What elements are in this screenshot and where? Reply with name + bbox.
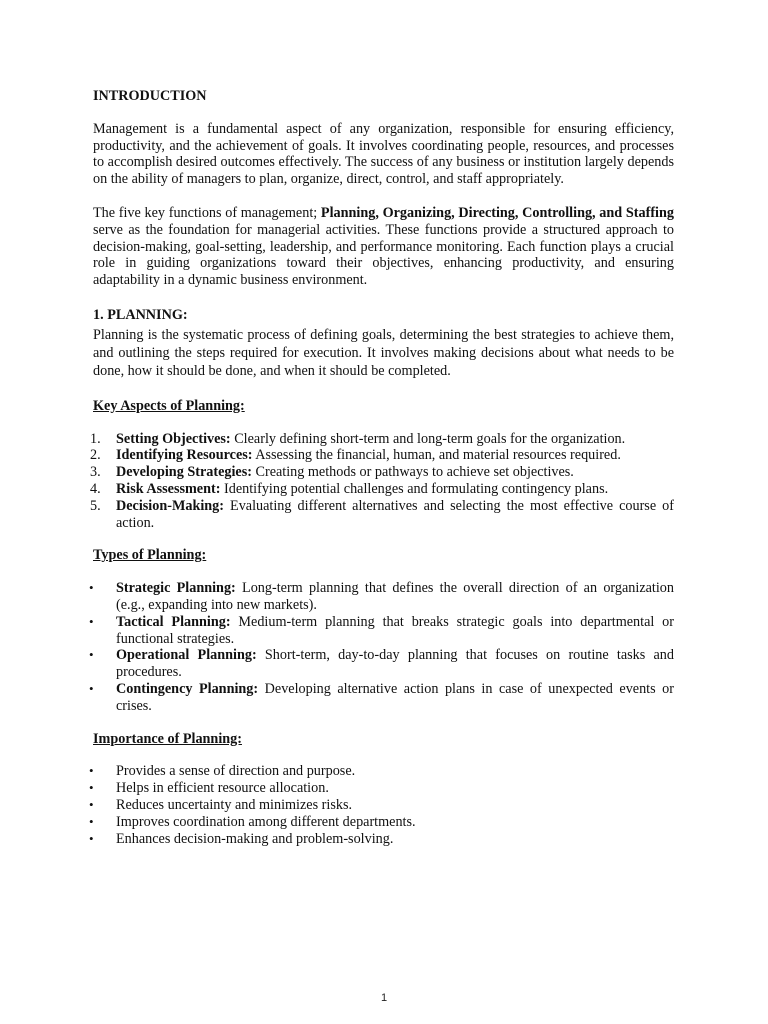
list-number: 2. [90, 447, 101, 464]
types-list [89, 580, 674, 714]
key-aspect-term: Decision-Making: [116, 497, 224, 514]
planning-type-text: Short-term, day-to-day planning that focuses on routine tasks and procedures. [116, 647, 674, 681]
page-number: 1 [380, 992, 388, 1004]
list-number: 1. [90, 430, 101, 447]
bullet-icon: • [89, 796, 94, 812]
planning-type-item [89, 613, 674, 648]
list-number: 5. [90, 497, 101, 514]
introduction-heading: INTRODUCTION [93, 88, 207, 104]
key-aspect-item [90, 430, 674, 448]
planning-type-term: Tactical Planning: [116, 613, 231, 630]
importance-item [89, 796, 674, 814]
planning-type-term: Strategic Planning: [116, 580, 236, 597]
introduction-paragraph-1: Management is a fundamental aspect of any organization, responsible for ensuring efficiency, productivity, and the achievement of goals. It involves coordinating people, resources, and processes to accomplish desired outcomes effectively. The success of any business or institution largely depends on the ability of managers to plan, organize, direct, control, and staff appropriately. [93, 120, 674, 188]
para2-start: The five key functions of management; [93, 204, 321, 221]
key-aspect-text: Identifying potential challenges and formulating contingency plans. [220, 480, 609, 497]
importance-text: Helps in efficient resource allocation. [116, 780, 329, 797]
document-page [89, 88, 674, 847]
importance-list [89, 763, 674, 847]
importance-text: Improves coordination among different departments. [116, 813, 416, 830]
bullet-icon: • [89, 580, 94, 596]
planning-type-term: Contingency Planning: [116, 680, 259, 697]
planning-heading: 1. PLANNING: [93, 306, 188, 323]
planning-paragraph: Planning is the systematic process of defining goals, determining the best strategies to achieve them, and outlining the steps required for execution. It involves making decisions about what needs to be done, how it should be done, and when it should be completed. [93, 326, 674, 379]
list-number: 4. [90, 480, 101, 497]
importance-heading: Importance of Planning: [93, 730, 242, 747]
list-number: 3. [90, 464, 101, 481]
key-aspect-text: Creating methods or pathways to achieve set objectives. [251, 464, 574, 481]
bullet-icon: • [89, 647, 94, 663]
key-aspect-term: Developing Strategies: [116, 464, 252, 481]
importance-item [89, 813, 674, 831]
importance-text: Reduces uncertainty and minimizes risks. [116, 796, 353, 813]
key-aspect-text: Clearly defining short-term and long-term goals for the organization. [230, 430, 626, 447]
key-aspect-text: Assessing the financial, human, and material resources required. [252, 447, 621, 464]
bullet-icon: • [89, 763, 94, 779]
planning-type-term: Operational Planning: [116, 647, 257, 664]
importance-item [89, 830, 674, 848]
planning-type-item [89, 680, 674, 715]
key-aspect-term: Risk Assessment: [116, 480, 221, 497]
importance-text: Enhances decision-making and problem-solving. [116, 830, 394, 847]
introduction-paragraph-2 [93, 205, 674, 289]
importance-item [89, 780, 674, 797]
planning-type-item [89, 580, 674, 614]
key-aspect-item [90, 447, 674, 464]
key-aspect-item [90, 497, 674, 532]
key-aspect-term: Setting Objectives: [116, 430, 231, 447]
para2-end: serve as the foundation for managerial activities. These functions provide a structured approach to decision-making, goal-setting, leadership, and performance monitoring. Each function plays a crucial role in guiding organizations toward their objectives, enhancing productivity, and ensuring adaptability in a dynamic business environment. [93, 221, 674, 289]
key-aspect-text: Evaluating different alternatives and selecting the most effective course of action. [116, 497, 674, 531]
bullet-icon: • [89, 680, 94, 696]
planning-type-text: Medium-term planning that breaks strategic goals into departmental or functional strategies. [116, 613, 674, 647]
key-aspect-item [90, 464, 674, 481]
key-aspects-heading: Key Aspects of Planning: [93, 397, 245, 414]
bullet-icon: • [89, 830, 94, 846]
key-aspect-term: Identifying Resources: [116, 447, 253, 464]
planning-type-text: Developing alternative action plans in case of unexpected events or crises. [116, 680, 674, 714]
bullet-icon: • [89, 613, 94, 629]
para2-functions-bold: Planning, Organizing, Directing, Controlling, and Staffing [320, 204, 674, 221]
key-aspect-item [90, 480, 674, 498]
importance-item [89, 763, 674, 780]
bullet-icon: • [89, 780, 94, 796]
importance-text: Provides a sense of direction and purpose. [116, 763, 356, 780]
bullet-icon: • [89, 813, 94, 829]
types-heading: Types of Planning: [93, 547, 207, 564]
planning-type-item [89, 647, 674, 681]
key-aspects-list [90, 430, 674, 532]
planning-type-text: Long-term planning that defines the overall direction of an organization (e.g., expanding into new markets). [116, 580, 674, 613]
